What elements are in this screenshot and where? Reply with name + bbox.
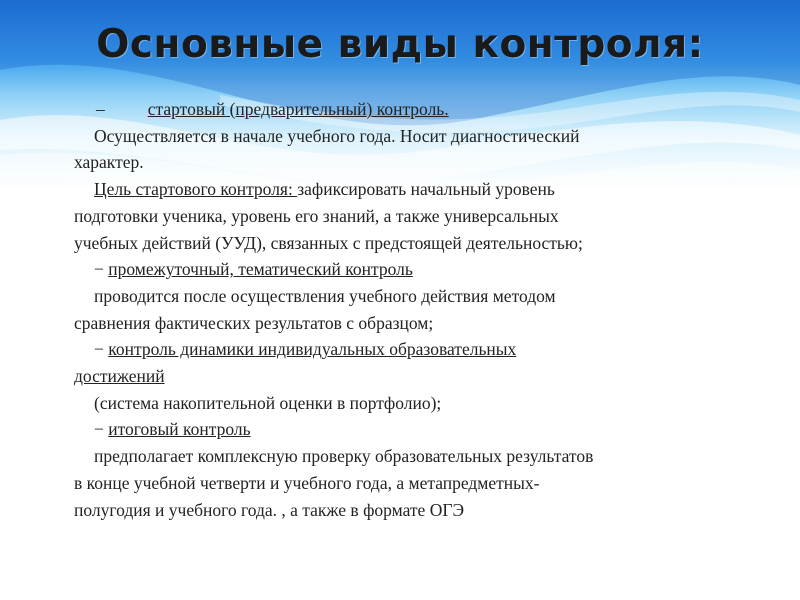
dash: − (94, 339, 104, 360)
dash: − (94, 259, 104, 280)
item-intermediate-control (74, 256, 744, 283)
dash: – (96, 99, 105, 119)
text-line: (система накопительной оценки в портфолио); (94, 392, 442, 413)
dash: − (94, 419, 104, 440)
text-line: подготовки ученика, уровень его знаний, а также универсальных (74, 205, 559, 226)
item-heading: контроль динамики индивидуальных образовательных (108, 339, 517, 360)
text-line: Осуществляется в начале учебного года. Носит диагностический (94, 125, 580, 146)
goal-line (74, 176, 744, 203)
text-line: учебных действий (УУД), связанных с предстоящей деятельностью; (74, 232, 583, 253)
item-final-control (74, 416, 744, 443)
item-heading: достижений (74, 366, 165, 387)
text-line: характер. (74, 152, 144, 173)
item-heading: промежуточный, тематический контроль (108, 259, 413, 280)
slide-title: Основные виды контроля: (96, 22, 704, 67)
text-line: в конце учебной четверти и учебного года, а метапредметных- (74, 472, 540, 493)
slide-body (74, 96, 744, 523)
text-line: сравнения фактических результатов с образцом; (74, 312, 434, 333)
text-line: проводится после осуществления учебного действия методом (94, 285, 556, 306)
text-line: полугодия и учебного года. , а также в формате ОГЭ (74, 499, 465, 520)
goal-text: зафиксировать начальный уровень (297, 179, 555, 200)
item-heading: стартовый (предварительный) контроль. (147, 99, 449, 119)
text-line: предполагает комплексную проверку образовательных результатов (94, 446, 594, 467)
item-dynamics-control (74, 336, 744, 363)
goal-heading: Цель стартового контроля: (94, 179, 298, 200)
item-heading: итоговый контроль (108, 419, 251, 440)
item-starting-control (74, 96, 744, 123)
item-heading-continued (74, 363, 744, 390)
